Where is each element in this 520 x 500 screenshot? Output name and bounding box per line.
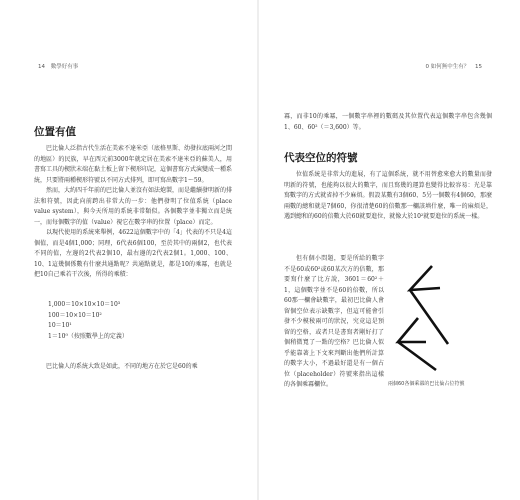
paragraph: 巴比倫人的系統大致是如此，不同的地方在於它是60的乘 [46,363,198,370]
equation: 1＝10⁰（按照數學上的定義） [48,332,128,340]
paragraph: 冪，而非10的乘冪，一個數字串裡的數碼及其位置代表這個數字串包含幾個1、60、60²（＝3,600）等。 [284,113,492,131]
paragraph: 以現代使用的系統來舉例，4622這個數字中的「4」代表的不只是4這個值，而是4個1,000；同理，6代表6個100，至於其中的兩個2，也代表不同的值，左邊的2代表2個10，最右邊的2代表2個1。1,000、100、10、1這幾個係數有什麼共通點呢？共通點就是，都是10的乘冪，也就是把10自己乘若干次後，所得的乘積： [34,229,232,278]
equation: 100＝10×10＝10² [48,311,102,319]
right-page [260,0,520,500]
section-title-place-value: 位置有值 [34,126,76,138]
paragraph: 但有個小問題，要是所給的數字不是60或60²或60某次方的倍數，那要寫什麼了比方說，3601＝60²＋1，這個數字並不是60的倍數，所以60那一欄會缺數字，最初巴比倫人會留個空位表示缺數字，但這可能會引發不少模稜兩可的狀況，究竟這是預留的空格，或者只是書寫者剛好打了個稍微寬了一點的空格？巴比倫人似乎能靠著上下文來判斷出他們所計算的數字大小，不過最好還是有一個占位（placeholder）符號來指出這樣的各個乘冪欄位。 [284,255,384,388]
upper-wedge-mark [410,266,448,344]
babylonian-placeholder-figure [388,262,488,392]
equation: 1,000＝10×10×10＝10³ [48,301,121,308]
powers-of-ten-equations [48,300,128,342]
right-body-text-top [284,170,492,223]
left-body-text [34,144,232,281]
figure-caption: 兩個60各個乘冪的巴比倫占位符號 [388,381,465,387]
chapter-number: 0 [425,64,429,70]
equation: 10＝10¹ [48,322,72,329]
left-closing-text [34,362,232,373]
book-spine [257,0,259,500]
section-title-placeholder-symbol: 代表空位的符號 [284,152,358,164]
right-running-head [425,62,486,70]
placeholder-wedge-glyph [388,262,488,374]
left-page-number: 14 [38,64,45,70]
paragraph: 位值系統是非常大的進展，有了這個系統，就不用替愈來愈大的數量而發明新的符號，也能夠以很大的數字，而且寫幾的運算也變得比較容易：光是靠寫數字的方式就省掉不少麻煩。假設某數有3個60、5另一個數有4個60，那麼兩數的總和就是7個60，你很清楚60的倍數那一欄該填什麼，唯一的麻煩是，遇到總和的60的倍數大於60就要進位，就像大於10²就要進位的系統一樣。 [284,171,492,220]
right-page-number: 15 [475,64,482,70]
paragraph: 巴比倫人泛指古代生活在美索不達米亞（底格里斯、幼發拉底兩河之間的地區）的民族，早在西元前3000年就定居在美索不達米亞的蘇美人，用書寫工具的楔狀末端在黏土板上留下楔形印記，這個書寫方式演變成一種系統，只要將兩種楔形符號以不同方式排列，即可寫出數字1～59。 [34,145,233,184]
lower-wedge-mark [398,318,436,370]
left-running-head [34,62,78,70]
left-page [0,0,256,500]
book-title: 數學好有事 [50,64,79,70]
paragraph: 然而，大約四千年前的巴比倫人並沒有如法炮製，而是繼續發明新的排法和符號，因此向前跨出非常大的一步：他們發明了位值系統（place value system），與今天所用的系統非常類似。各個數字並非獨立而是統一，而每個數字的值（value）視它在數字串的位置（place）而定。 [34,187,233,226]
chapter-title: 如何無中生有？ [430,64,470,70]
right-continuation-text [284,112,492,133]
right-body-text-wrap [284,254,384,391]
